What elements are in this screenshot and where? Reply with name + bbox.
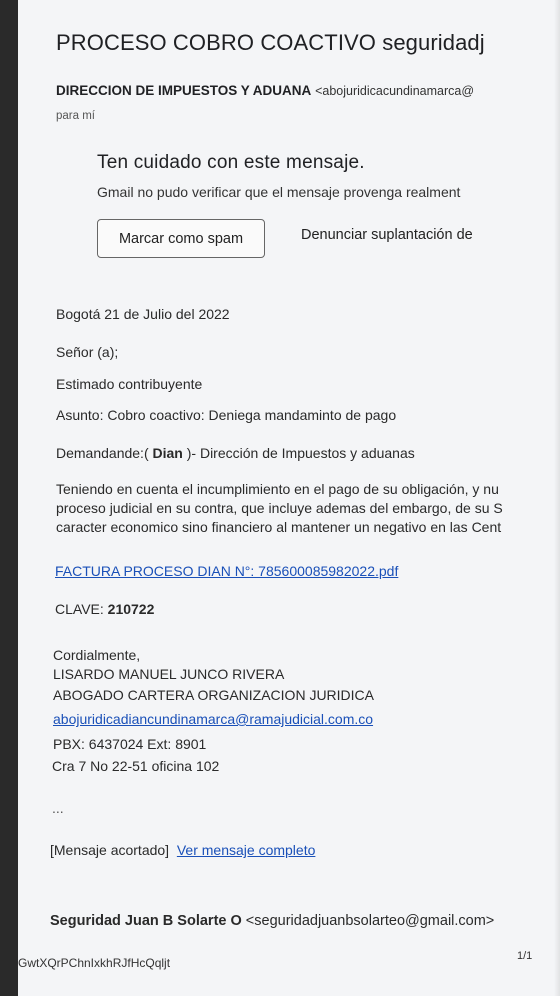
attachment-link[interactable]: FACTURA PROCESO DIAN N°: 785600085982022.pdf: [55, 563, 399, 579]
reply-sender-line: [50, 913, 494, 929]
letter-date: Bogotá 21 de Julio del 2022: [56, 306, 230, 322]
letter-closing: Cordialmente,: [53, 647, 141, 663]
sender-email: <abojuridicacundinamarca@: [315, 84, 475, 98]
mark-spam-button[interactable]: Marcar como spam: [97, 219, 265, 258]
clave-line: [55, 601, 154, 617]
plaintiff-bold: Dian: [152, 445, 183, 461]
letter-plaintiff: [56, 445, 415, 461]
warning-title: Ten cuidado con este mensaje.: [97, 152, 365, 173]
warning-text: Gmail no pudo verificar que el mensaje provenga realment: [97, 184, 461, 200]
signature-email-link[interactable]: abojuridicadiancundinamarca@ramajudicial.com.co: [53, 711, 374, 727]
plaintiff-suffix: )- Dirección de Impuestos y aduanas: [182, 445, 415, 461]
printed-email-page: [18, 0, 560, 996]
clave-label: CLAVE:: [55, 601, 108, 617]
reply-sender-name: Seguridad Juan B Solarte O: [50, 913, 242, 929]
paragraph-line: Teniendo en cuenta el incumplimiento en el pago de su obligación, y nu: [56, 481, 499, 497]
sender-line: [56, 83, 474, 98]
letter-salutation: Señor (a);: [56, 344, 119, 360]
letter-greeting: Estimado contribuyente: [56, 376, 203, 392]
reply-sender-email: <seguridadjuanbsolarteo@gmail.com>: [245, 913, 495, 929]
page-number: 1/1: [517, 950, 533, 962]
letter-subject: Asunto: Cobro coactivo: Deniega mandaminto de pago: [56, 407, 397, 423]
ellipsis: ...: [52, 800, 64, 816]
plaintiff-prefix: Demandande:(: [56, 445, 153, 461]
clave-value: 210722: [107, 601, 155, 617]
footer-code: GwtXQrPChnIxkhRJfHcQqljt: [18, 956, 171, 970]
paper-edge-shadow: [554, 0, 560, 996]
signature-title: ABOGADO CARTERA ORGANIZACION JURIDICA: [53, 687, 375, 703]
trimmed-label: [Mensaje acortado]: [50, 842, 170, 858]
paragraph-line: caracter economico sino financiero al mantener un negativo en las Cent: [56, 519, 502, 535]
paragraph-line: proceso judicial en su contra, que incluye ademas del embargo, de su S: [56, 500, 503, 516]
signature-name: LISARDO MANUEL JUNCO RIVERA: [53, 666, 285, 682]
view-full-message-link[interactable]: Ver mensaje completo: [176, 842, 316, 858]
trimmed-message: [50, 842, 315, 858]
report-phishing-link[interactable]: Denunciar suplantación de: [301, 227, 473, 243]
signature-pbx: PBX: 6437024 Ext: 8901: [53, 736, 207, 752]
sender-name: DIRECCION DE IMPUESTOS Y ADUANA: [56, 83, 312, 98]
recipient-line: para mí: [56, 110, 95, 122]
email-subject: PROCESO COBRO COACTIVO seguridadj: [56, 30, 485, 55]
signature-address: Cra 7 No 22-51 oficina 102: [52, 758, 220, 774]
